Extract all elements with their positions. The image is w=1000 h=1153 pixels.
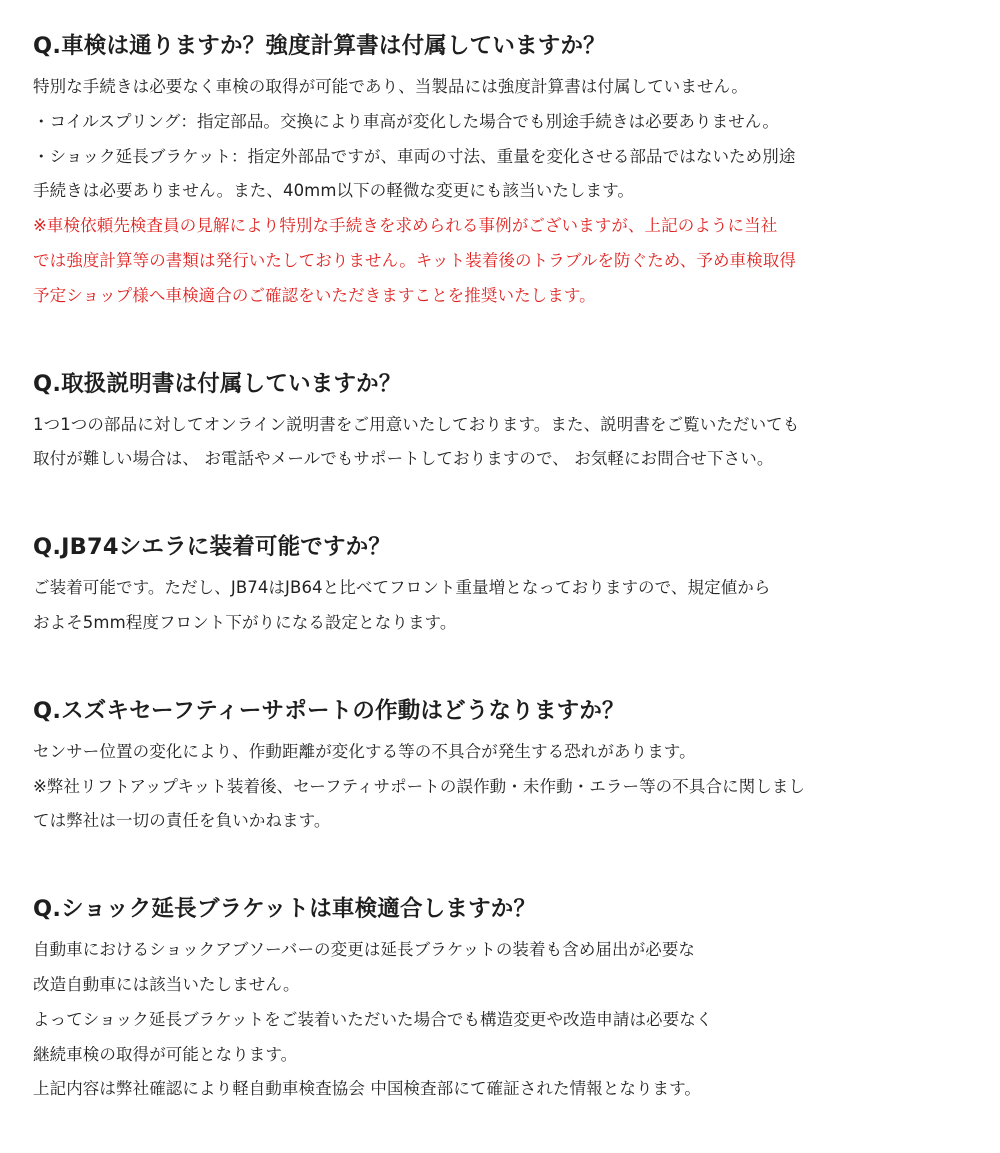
answer-line: 1つ1つの部品に対してオンライン説明書をご用意いたしております。また、説明書をご覧いただいても [33,414,800,434]
faq-answer [33,571,933,641]
answer-line: 上記内容は弊社確認により軽自動車検査協会 中国検査部にて確証された情報となります。 [33,1079,702,1099]
faq-answer [33,70,933,314]
faq-question: Q.スズキセーフティーサポートの作動はどうなりますか？ [33,697,625,724]
faq-answer [33,408,933,478]
faq-question: Q.取扱説明書は付属していますか？ [33,370,402,397]
answer-line: 手続きは必要ありません。また、40mm以下の軽微な変更にも該当いたします。 [33,181,635,201]
faq-question: Q.車検は通りますか？強度計算書は付属していますか？ [33,33,606,59]
answer-line: よってショック延長ブラケットをご装着いただいた場合でも構造変更や改造申請は必要なく [33,1009,713,1029]
answer-line: 継続車検の取得が可能となります。 [33,1044,298,1064]
answer-line: 自動車におけるショックアブソーバーの変更は延長ブラケットの装着も含め届出が必要な [33,940,696,960]
faq-item-jb74 [33,529,933,641]
answer-line: ※弊社リフトアップキット装着後、セーフティサポートの誤作動・未作動・エラー等の不具合に関しまし [33,776,806,796]
warning-line: 予定ショップ様へ車検適合のご確認をいただきますことを推奨いたします。 [33,285,596,305]
answer-line: ・ショック延長ブラケット：指定外部品ですが、車両の寸法、重量を変化させる部品ではないため別途 [33,146,796,166]
answer-line: 改造自動車には該当いたしません。 [33,974,300,994]
answer-line: 特別な手続きは必要なく車検の取得が可能であり、当製品には強度計算書は付属していません。 [33,77,748,96]
faq-item-inspection [33,28,933,314]
faq-answer [33,933,933,1107]
faq-answer [33,735,933,839]
faq-item-manual [33,366,933,478]
answer-line: ・コイルスプリング：指定部品。交換により車高が変化した場合でも別途手続きは必要ありません。 [33,111,780,131]
faq-item-safety-support [33,693,933,839]
answer-line: ご装着可能です。ただし、JB74はJB64と比べてフロント重量増となっておりますので、規定値から [33,578,771,598]
faq-item-shock-bracket [33,891,933,1107]
answer-line: 取付が難しい場合は、 お電話やメールでもサポートしておりますので、 お気軽にお問合せ下さい。 [33,449,774,469]
answer-line: およそ5mm程度フロント下がりになる設定となります。 [33,612,457,632]
faq-question: Q.ショック延長ブラケットは車検適合しますか？ [33,896,537,923]
answer-line: センサー位置の変化により、作動距離が変化する等の不具合が発生する恐れがあります。 [33,741,696,761]
warning-line: ※車検依頼先検査員の見解により特別な手続きを求められる事例がございますが、上記のように当社 [33,216,778,236]
faq-question: Q.JB74シエラに装着可能ですか？ [33,534,392,561]
warning-line: では強度計算等の書類は発行いたしておりません。キット装着後のトラブルを防ぐため、予め車検取得 [33,250,796,270]
answer-line: ては弊社は一切の責任を負いかねます。 [33,811,331,831]
